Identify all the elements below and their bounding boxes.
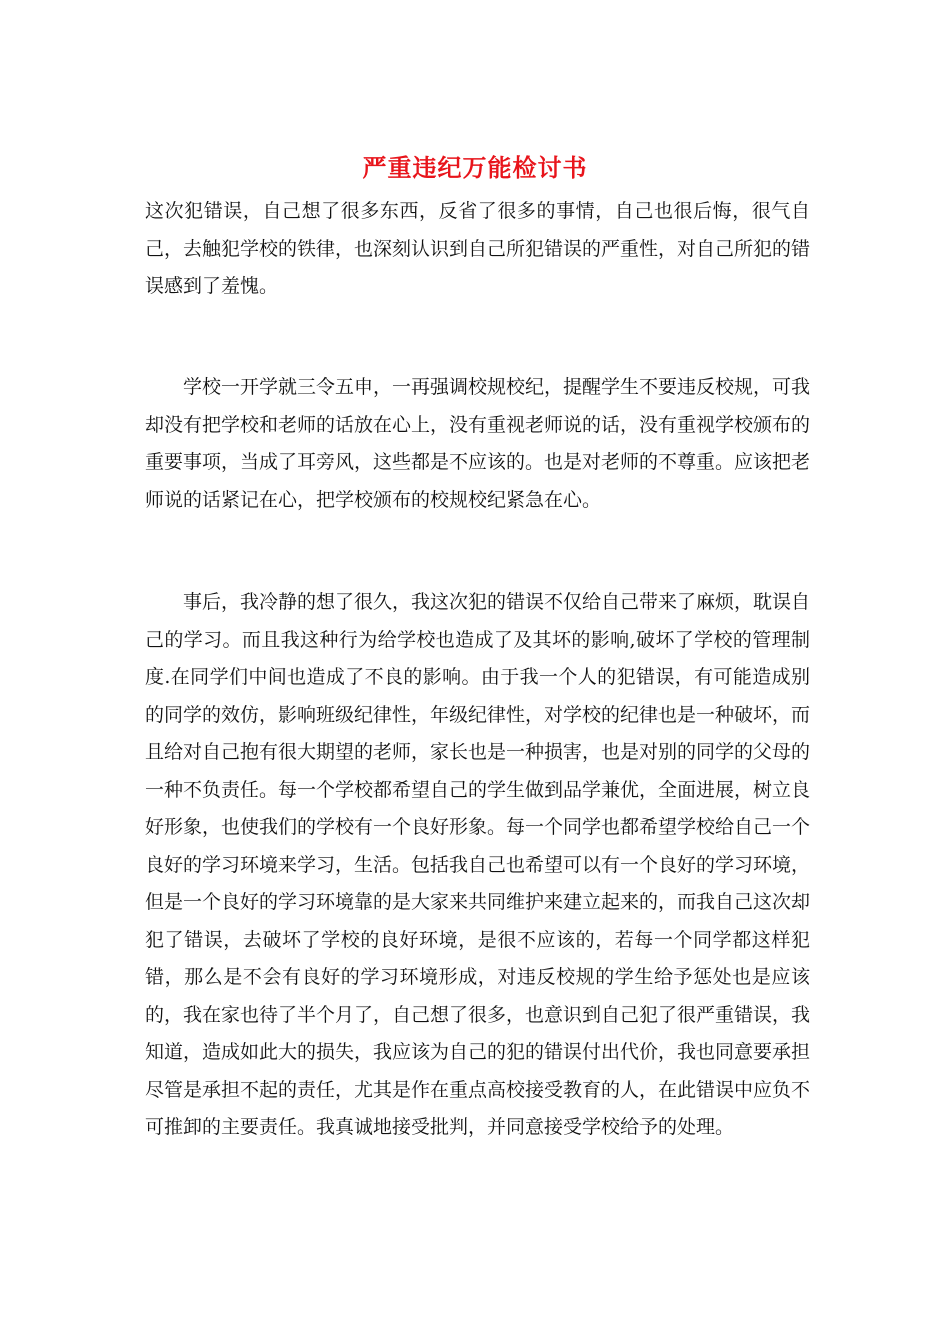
paragraph-3: 事后，我冷静的想了很久，我这次犯的错误不仅给自己带来了麻烦，耽误自己的学习。而且我这种行为给学校也造成了及其坏的影响,破坏了学校的管理制度.在同学们中间也造成了不良的影响。由于我一个人的犯错误，有可能造成别的同学的效仿，影响班级纪律性，年级纪律性，对学校的纪律也是一种破坏，而且给对自己抱有很大期望的老师，家长也是一种损害，也是对别的同学的父母的一种不负责任。每一个学校都希望自己的学生做到品学兼优，全面进展，树立良好形象，也使我们的学校有一个良好形象。每一个同学也都希望学校给自己一个良好的学习环境来学习，生活。包括我自己也希望可以有一个良好的学习环境，但是一个良好的学习环境靠的是大家来共同维护来建立起来的，而我自己这次却犯了错误，去破坏了学校的良好环境，是很不应该的，若每一个同学都这样犯错，那么是不会有良好的学习环境形成，对违反校规的学生给予惩处也是应该的，我在家也待了半个月了，自己想了很多，也意识到自己犯了很严重错误，我知道，造成如此大的损失，我应该为自己的犯的错误付出代价，我也同意要承担尽管是承担不起的责任，尤其是作在重点高校接受教育的人，在此错误中应负不可推卸的主要责任。我真诚地接受批判，并同意接受学校给予的处理。 bbox=[145, 591, 811, 1138]
paragraph-1: 这次犯错误，自己想了很多东西，反省了很多的事情，自己也很后悔，很气自己，去触犯学校的铁律，也深刻认识到自己所犯错误的严重性，对自己所犯的错误感到了羞愧。 bbox=[145, 200, 811, 297]
document-title: 严重违纪万能检讨书 bbox=[362, 153, 588, 182]
paragraph-2: 学校一开学就三令五申，一再强调校规校纪，提醒学生不要违反校规，可我却没有把学校和老师的话放在心上，没有重视老师说的话，没有重视学校颁布的重要事项，当成了耳旁风，这些都是不应该的。也是对老师的不尊重。应该把老师说的话紧记在心，把学校颁布的校规校纪紧急在心。 bbox=[145, 376, 811, 511]
